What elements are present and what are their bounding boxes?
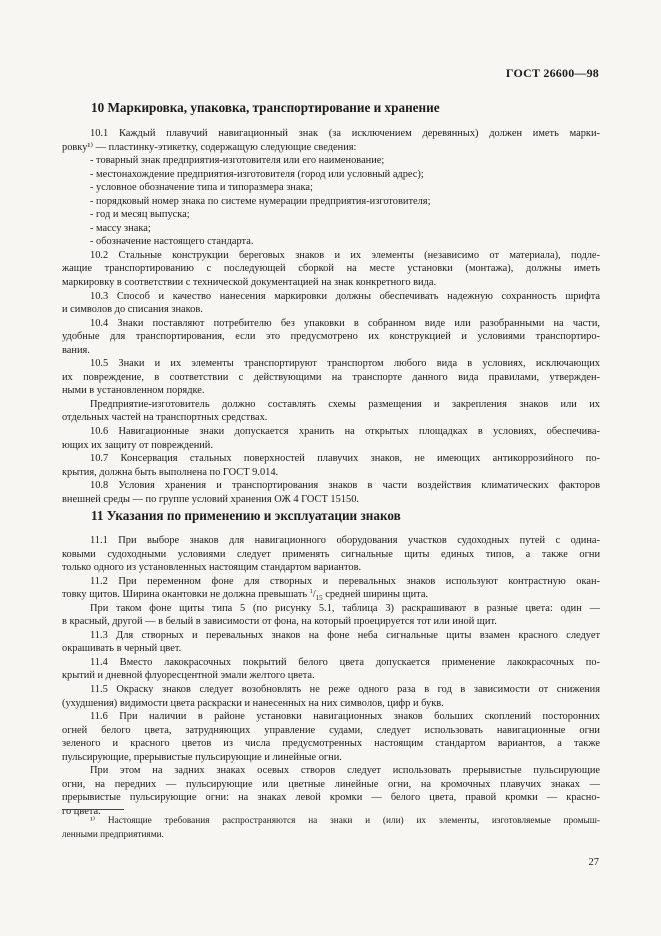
footnote-divider bbox=[62, 809, 124, 810]
text-line: 11.6 При наличии в районе установки навигационных знаков больших скоплений посторонних bbox=[90, 711, 600, 723]
text-line: 11.3 Для створных и перевальных знаков на фоне неба сигнальные щиты взамен красного следует bbox=[90, 629, 600, 641]
text-line: маркировку в соответствии с технической документацией на знак конкретного вида. bbox=[62, 277, 437, 289]
text-line: зеленого и красного цветов из числа предусмотренных настоящим стандартом вариантов, а также bbox=[62, 738, 600, 750]
text-segment: средней ширины щита. bbox=[322, 589, 429, 601]
text-line: 11.1 При выборе знаков для навигационного оборудования участков судоходных путей с одина- bbox=[90, 535, 600, 546]
text-line: 10.4 Знаки поставляют потребителю без упаковки в собранном виде или разобранными на части, bbox=[90, 317, 600, 329]
text-line: го цвета. bbox=[62, 805, 101, 817]
text-line: ющих их защиту от повреждений. bbox=[62, 439, 213, 451]
fraction bbox=[309, 589, 323, 603]
text-line: прерывистые пульсирующие огни: на знаках левой кромки — белого цвета, правой кромки — красно- bbox=[62, 792, 600, 804]
footnote bbox=[62, 815, 600, 842]
text-line: 11.5 Окраску знаков следует возобновлять не реже одного раза в год в зависимости от снижения bbox=[90, 684, 600, 696]
text-line: - обозначение настоящего стандарта. bbox=[90, 236, 254, 248]
text-line: огни, на передних — пульсирующие или цветные линейные огни, на кромочных плавучих знаках — bbox=[62, 778, 600, 790]
text-line: крытия, должна быть выполнена по ГОСТ 9.014. bbox=[62, 466, 279, 478]
text-line: огней белого цвета, затрудняющих управление судами, следует использовать навигационные огни bbox=[62, 724, 600, 736]
text-line: (ухудшения) видимости цвета раскраски и нанесенных на них символов, цифр и букв. bbox=[62, 697, 444, 709]
text-line: При таком фоне щиты типа 5 (по рисунку 5.1, таблица 3) раскрашивают в разные цвета: один — bbox=[90, 602, 600, 614]
text-line: 10.5 Знаки и их элементы транспортируют транспортом любого вида в условиях, исключающих bbox=[90, 358, 600, 370]
text-line: 10.6 Навигационные знаки допускается хранить на открытых площадках в условиях, обеспечива- bbox=[90, 426, 600, 438]
fraction-denominator: 15 bbox=[315, 594, 323, 603]
text-line: - местонахождение предприятия-изготовителя (город или условный адрес); bbox=[90, 168, 424, 180]
text-line: 10.3 Способ и качество нанесения маркировки должны обеспечивать надежную сохранность шрифта bbox=[90, 290, 600, 302]
page-number: 27 bbox=[588, 857, 599, 868]
text-line: ными в установленном порядке. bbox=[62, 385, 205, 397]
text-line: вания. bbox=[62, 344, 90, 356]
text-line: - товарный знак предприятия-изготовителя или его наименование; bbox=[90, 155, 385, 167]
text-line: 10.1 Каждый плавучий навигационный знак (за исключением деревянных) должен иметь марки- bbox=[90, 128, 600, 139]
text-line: При этом на задних знаках осевых створов следует использовать прерывистые пульсирующие bbox=[90, 765, 600, 777]
text-line: - условное обозначение типа и типоразмера знака; bbox=[90, 182, 313, 194]
fraction-slash: / bbox=[312, 589, 316, 601]
text-line: только одного из установленных настоящим стандартом вариантов. bbox=[62, 562, 362, 574]
text-line: жащие транспортированию с последующей сборкой на месте установки (монтажа), должны иметь bbox=[62, 263, 600, 275]
text-line: - массу знака; bbox=[90, 222, 151, 234]
footnote-line: ленными предприятиями. bbox=[62, 829, 164, 840]
text-line: - порядковый номер знака по системе нумерации предприятия-изготовителя; bbox=[90, 195, 431, 207]
section-11-title: 11 Указания по применению и эксплуатации знаков bbox=[91, 508, 401, 523]
text-line: в красный, другой — в белый в зависимости от фона, на который проецируется тот или иной щит. bbox=[62, 616, 497, 628]
text-line: 10.2 Стальные конструкции береговых знаков и их элементы (независимо от материала), подле- bbox=[90, 249, 600, 261]
text-line: пульсирующие, прерывистые пульсирующие и линейные огни. bbox=[62, 751, 342, 763]
text-line: отдельных частей на транспортных средствах. bbox=[62, 412, 268, 424]
text-line: ровку¹⁾ — пластинку-этикетку, содержащую следующие сведения: bbox=[62, 141, 357, 153]
text-line: 10.8 Условия хранения и транспортирования знаков в части воздействия климатических факторов bbox=[90, 480, 600, 492]
text-line: удобные для транспортирования, если это предусмотрено их конструкцией и условиями транспортиро- bbox=[62, 331, 600, 343]
document-header: ГОСТ 26600—98 bbox=[505, 66, 599, 80]
footnote-line: ¹⁾ Настоящие требования распространяются на знаки и (или) их элементы, изготовляемые промыш- bbox=[90, 816, 600, 826]
text-line: - год и месяц выпуска; bbox=[90, 209, 190, 221]
section-10-body bbox=[62, 127, 600, 506]
text-line: и символов до списания знаков. bbox=[62, 304, 203, 316]
text-line: 11.4 Вместо лакокрасочных покрытий белого цвета допускается применение лакокрасочных по- bbox=[90, 656, 600, 668]
text-line: ковыми судоходными условиями следует применять сигнальные щиты единых типов, а также огни bbox=[62, 548, 600, 560]
section-10-title: 10 Маркировка, упаковка, транспортирование и хранение bbox=[91, 100, 440, 115]
text-line: крытий и дневной флуоресцентной эмали желтого цвета. bbox=[62, 670, 315, 682]
text-line: их повреждение, в соответствии с действующими на транспорте данного вида правилами, утвержден- bbox=[62, 371, 600, 383]
text-line: внешней среды — по группе условий хранения ОЖ 4 ГОСТ 15150. bbox=[62, 493, 360, 505]
text-line: 11.2 При переменном фоне для створных и перевальных знаков используют контрастную окан- bbox=[90, 575, 600, 587]
text-line: Предприятие-изготовитель должно составлять схемы размещения и закрепления знаков или их bbox=[90, 398, 600, 410]
text-line: 10.7 Консервация стальных поверхностей плавучих знаков, не имеющих антикоррозийного по- bbox=[90, 453, 600, 465]
section-11-body bbox=[62, 534, 600, 818]
text-line bbox=[62, 588, 600, 602]
text-segment: товку щитов. Ширина окантовки не должна превышать bbox=[62, 589, 308, 601]
fraction-numerator: 1 bbox=[309, 589, 313, 596]
text-line: окрашивать в черный цвет. bbox=[62, 643, 182, 655]
